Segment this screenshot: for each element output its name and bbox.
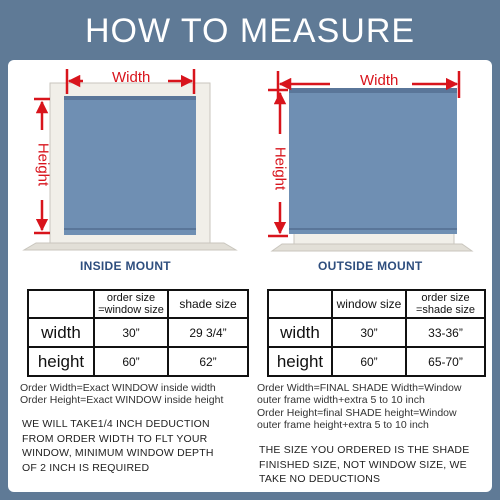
inside-width-label: Width	[112, 69, 151, 86]
row-label-height: height	[268, 347, 332, 376]
cell-height-order: 65-70”	[406, 347, 485, 376]
shade	[289, 88, 457, 234]
content-panel	[8, 60, 492, 492]
header-shade-size: shade size	[168, 290, 248, 318]
outside-note-height-2: outer frame height+extra 5 to 10 inch	[257, 419, 429, 431]
inside-deduction-line-1: WE WILL TAKE1/4 INCH DEDUCTION	[22, 418, 210, 430]
outside-note-height-1: Order Height=final SHADE height=Window	[257, 407, 457, 419]
window-sill	[272, 244, 472, 251]
outside-no-deduction-line-2: FINISHED SIZE, NOT WINDOW SIZE, WE	[259, 458, 467, 471]
cell-width-order: 30”	[94, 318, 168, 347]
cell-height-shade: 62”	[168, 347, 248, 376]
cell-height-window: 60”	[332, 347, 406, 376]
table-corner	[28, 290, 94, 318]
shade-rail	[64, 96, 196, 100]
shade-bottom-bar	[289, 228, 457, 230]
inside-note-height: Order Height=Exact WINDOW inside height	[20, 394, 224, 406]
inside-deduction-line-3: WINDOW, MINIMUM WINDOW DEPTH	[22, 447, 214, 459]
inside-mount-label: INSIDE MOUNT	[80, 259, 171, 273]
row-label-width: width	[28, 318, 94, 347]
table-corner	[268, 290, 332, 318]
header-window-size: window size	[332, 290, 406, 318]
shade	[64, 96, 196, 235]
outside-no-deduction-line-1: THE SIZE YOU ORDERED IS THE SHADE	[259, 444, 470, 456]
shade-bottom-bar	[64, 228, 196, 230]
cell-width-window: 30”	[332, 318, 406, 347]
outside-no-deduction-line-3: TAKE NO DEDUCTIONS	[259, 473, 381, 485]
inside-deduction-line-2: FROM ORDER WIDTH TO FLT YOUR	[22, 432, 208, 445]
inside-deduction-line-4: OF 2 INCH IS REQUIRED	[22, 461, 150, 474]
outside-height-label: Height	[271, 146, 289, 191]
outside-width-label: Width	[360, 72, 399, 89]
cell-height-order: 60”	[94, 347, 168, 376]
row-label-width: width	[268, 318, 332, 347]
inside-note-width: Order Width=Exact WINDOW inside width	[20, 382, 216, 394]
window-sill	[24, 243, 236, 250]
cell-width-shade: 29 3/4”	[168, 318, 248, 347]
page-title: HOW TO MEASURE	[84, 12, 416, 50]
header-order-size: order size =shade size	[406, 290, 485, 318]
outside-note-width-2: outer frame width+extra 5 to 10 inch	[257, 394, 425, 406]
inside-height-label: Height	[34, 142, 52, 187]
outside-mount-label: OUTSIDE MOUNT	[318, 259, 423, 273]
cell-width-order: 33-36”	[406, 318, 485, 347]
header-order-size: order size =window size	[94, 290, 168, 318]
outside-size-table	[267, 289, 486, 377]
row-label-height: height	[28, 347, 94, 376]
inside-size-table	[27, 289, 249, 377]
outside-note-width-1: Order Width=FINAL SHADE Width=Window	[257, 382, 462, 394]
